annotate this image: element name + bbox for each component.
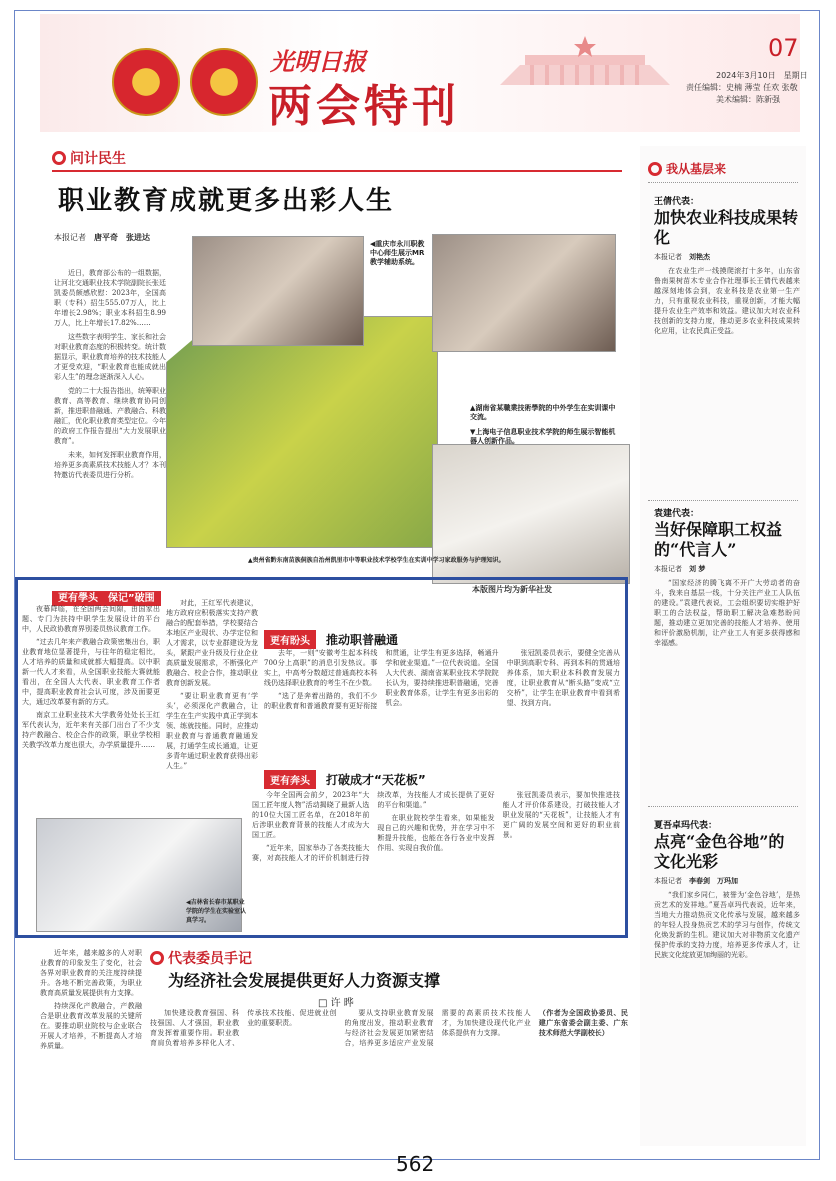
bottom-section-tag: 代表委员手记 bbox=[150, 948, 252, 968]
photo-caption: ▲湖南省某職業技術學院的中外学生在实训课中交流。 bbox=[470, 404, 616, 421]
sidebar-rep-name: 王倩代表： bbox=[654, 197, 700, 207]
sidebar-section-tag: 我从基层来 bbox=[648, 160, 726, 177]
sidebar-item-text: 在农业生产一线摸爬滚打十多年，山东省鲁南果树苗木专业合作社理事长王倩代表越来越深刻地体会到，农业科技是农业第一生产力，只有重视农业科技，重视创新，才能大幅提升农业生产效率和效益。建议加大对农业科技创新的支持力度，推动更多农业科技成果转化应用，让农民真正受益。 bbox=[654, 267, 800, 335]
boxed-left-column: 夜幕降临，在全国两会间隙，由国家出题、专门为扶持中职学生发展设计的平台中，人民政协教育界别委员热议教育工作。 “过去几年来产教融合政策密集出台，职业教育地位显著提升，与往年的稳定相比，人才培养的质量和成就都大幅提高。以中职新一代人才来看，从全国职业技能大赛就能看出，在全国人大代表、职业教育工作者中，提高职业教育社会认可度，涉及面要更大，通过改革要有新的方式。 南京工业职业技术大学教务处处长王红军代表认为，近年来有关部门出台了不少支持产教融合、校企合作的政策，职业学校相关教学改革力度也很大，办学质量提升…… bbox=[22, 605, 160, 749]
sidebar-item-title: 加快农业科技成果转化 bbox=[654, 208, 799, 247]
great-hall-illustration bbox=[500, 30, 670, 90]
art-editor-line: 美术编辑：陈新强 bbox=[716, 95, 780, 104]
page-number: 07 bbox=[768, 34, 799, 62]
photo-caption: ▲贵州省黔东南苗族侗族自治州凯里市中等职业技术学校学生在实训中学习家政服务与护理知识。 bbox=[248, 557, 505, 564]
national-emblem-icon bbox=[112, 48, 180, 116]
sidebar-divider bbox=[648, 806, 798, 807]
section-marker-icon bbox=[150, 951, 164, 965]
field-photo bbox=[166, 316, 438, 548]
lead-paragraph: 党的二十大报告指出，统筹职业教育、高等教育、继续教育协同创新，推进职普融通、产教融合、科教融汇，优化职业教育类型定位。今年的政府工作报告提出“大力发展职业教育”。 bbox=[54, 387, 166, 445]
sidebar-item-title: 点亮“金色谷地”的文化光彩 bbox=[654, 832, 785, 871]
sidebar-item-text: “国家经济的腾飞离不开广大劳动者的奋斗，我来自基层一线，十分关注产业工人队伍的建设。”袁建代表说，工会组织要切实维护好职工的合法权益，帮助职工解决急难愁盼问题，推动建立更加完善的技能人才培养、使用和评价激励机制，让产业工人有更多获得感和幸福感。 bbox=[654, 579, 800, 647]
lead-paragraph: 近日，教育部公布的一组数据，让河北交通职业技术学院副院长张廷凯委员颇感欣慰：2023年，全国高职（专科）招生555.07万人，比上年增长2.98%；职业本科招生8.99万人，比上年增长17.82%…… bbox=[54, 269, 166, 327]
boxed-mid-column: 对此，王红军代表建议，地方政府应积极落实支持产教融合的配套举措，学校要结合本地区产业现状、办学定位和人才需求，以专业群建设为龙头，紧跟产业升级及行业企业高质量发展需求，不断强化产教融合、校企合作，推动职业教育创新发展。 “要让职业教育更有‘学头’，必须深化产教融合，让学生在生产实践中真正学到本领、练就技能。同时，应推动职业教育与普通教育融通发展，打通学生成长通道，让更多青年通过职业教育获得出彩人生。” bbox=[166, 599, 258, 770]
lead-text bbox=[54, 268, 166, 568]
sidebar-item-text: “我们家乡同仁，被誉为‘金色谷地’，是热贡艺术的发祥地。”夏吾卓玛代表说，近年来，当地大力推动热贡文化传承与发展，越来越多的年轻人投身热贡艺术的学习与创作，传统文化焕发新的生机。建议加大对非物质文化遗产保护传承的支持力度，培养更多传承人才，让民族文化绽放更加绚丽的光彩。 bbox=[654, 891, 800, 959]
sidebar-divider bbox=[648, 500, 798, 501]
lead-paragraph: 未来，如何发挥职业教育作用，培养更多高素质技术技能人才？本刊特邀访代表委员进行分析。 bbox=[54, 451, 166, 479]
subhead-more-hope: 更有盼头 推动职普融通 bbox=[264, 630, 398, 649]
photo-caption: ▼上海电子信息职业技术学院的师生展示智能机器人创新作品。 bbox=[470, 428, 616, 445]
banner-title: 两会特刊 bbox=[268, 81, 460, 132]
subsection-two-text: 今年全国两会前夕，2023年“大国工匠年度人物”活动揭晓了最新人选的10位大国工匠名单，在2018年前后涉职业教育背景的技能人才成为大国工匠。 “近年来，国家举办了各类技能大赛，对高技能人才的评价机制进行持续改革，为技能人才成长提供了更好的平台和渠道。” 在职业院校学生看来，如果能发现自己的兴趣和优势，并在学习中不断提升技能，也能在各行各业中发挥作用、实现自我价值。 张冠凯委员表示，要加快推进技能人才评价体系建设，打破技能人才职业发展的“天花板”，让技能人才有更广阔的发展空间和更好的职业前景。 bbox=[252, 791, 620, 862]
sidebar-item-title: 当好保障职工权益的“代言人” bbox=[654, 520, 783, 559]
photo-credit: 本版图片均为新华社发 bbox=[472, 585, 552, 594]
mr-teaching-photo bbox=[192, 236, 364, 346]
sidebar-byline: 本报记者 李春剑 万玛加 bbox=[654, 877, 738, 885]
sidebar-rep-name: 袁建代表： bbox=[654, 509, 700, 519]
main-byline: 本报记者 唐平奇 张进达 bbox=[54, 233, 150, 242]
section-rule bbox=[52, 170, 622, 172]
sidebar-rep-name: 夏吾卓玛代表： bbox=[654, 821, 718, 831]
sidebar-byline: 本报记者 刘艳杰 bbox=[654, 253, 710, 261]
lead-paragraph: 这些数字表明学生、家长和社会对职业教育态度的积极转变。统计数据显示，职业教育培养的技术技能人才更受欢迎，“职业教育也能成就出彩人生”的理念逐渐深入人心。 bbox=[54, 333, 166, 381]
main-headline: 职业教育成就更多出彩人生 bbox=[58, 186, 395, 216]
bottom-headline: 为经济社会发展提供更好人力资源支撑 bbox=[168, 971, 441, 990]
photo-caption: ◀重庆市永川职教中心师生展示MR教学辅助系统。 bbox=[370, 240, 425, 266]
subhead-more-drive: 更有奔头 打破成才“天花板” bbox=[264, 770, 426, 789]
editors-line: 责任编辑：史楠 薄莹 任欢 张敬 bbox=[686, 83, 798, 92]
bottom-article-text: 加快建设教育强国、科技强国、人才强国，职业教育发挥着重要作用。职业教育肩负着培养多样化人才、传承技术技能、促进就业创业的重要职责。 要从支持职业教育发展的角度出发，推动职业教育与经济社会发展更加紧密结合，培养更多适应产业发展需要的高素质技术技能人才，为加快建设现代化产业体系提供有力支撑。 （作者为全国政协委员、民建广东省委会副主委、广东技术师范大学副校长） bbox=[150, 1008, 628, 1047]
bottom-left-column: 近年来，越来越多的人对职业教育的印象发生了变化，社会各界对职业教育的关注度持续提升。各地不断完善政策，为职业教育高质量发展提供有力支撑。 持续深化产教融合，产教融合是职业教育改革发展的关键所在。要推动职业院校与企业联合开展人才培养，不断提高人才培养质量。 bbox=[40, 949, 142, 1050]
cppcc-emblem-icon bbox=[190, 48, 258, 116]
boxed-left-header: 更有學头 保记”破围 bbox=[52, 586, 161, 605]
sidebar-byline: 本报记者 刘 梦 bbox=[654, 565, 706, 573]
section-marker-icon bbox=[648, 162, 662, 176]
photo-caption: ◀吉林省长春市某职业学院的学生在实验室认真学习。 bbox=[186, 899, 247, 924]
section-marker-icon bbox=[52, 151, 66, 165]
newspaper-logo: 光明日报 bbox=[270, 47, 366, 76]
page-count: 562 bbox=[396, 1152, 435, 1176]
workshop-photo bbox=[432, 234, 616, 352]
section-tag: 问计民生 bbox=[52, 148, 126, 168]
subsection-one-text: 去年，一则“安徽考生起本科线700分上高职”的消息引发热议。事实上，中高考分数超过普通高校本科线仍选择职业教育的考生不在少数。 “选了是奔着出路的，我们不少的职业教育和普通教育要有更好衔接和贯通，让学生有更多选择，畅通升学和就业渠道。”一位代表说道。全国人大代表、湖南省某职业技术学院院长认为，要持续推进职普融通，完善职业教育体系，让学生有更多出彩的机会。 张冠凯委员表示，要健全完善从中职到高职专科、再到本科的贯通培养体系，加大职业本科教育发展力度，让职业教育从“断头路”变成“立交桥”，让学生在职业教育中看到希望、找到方向。 bbox=[264, 649, 620, 710]
issue-date: 2024年3月10日 星期日 bbox=[716, 71, 808, 80]
bottom-byline: □ 许 晔 bbox=[318, 998, 354, 1009]
sidebar-divider bbox=[648, 182, 798, 183]
